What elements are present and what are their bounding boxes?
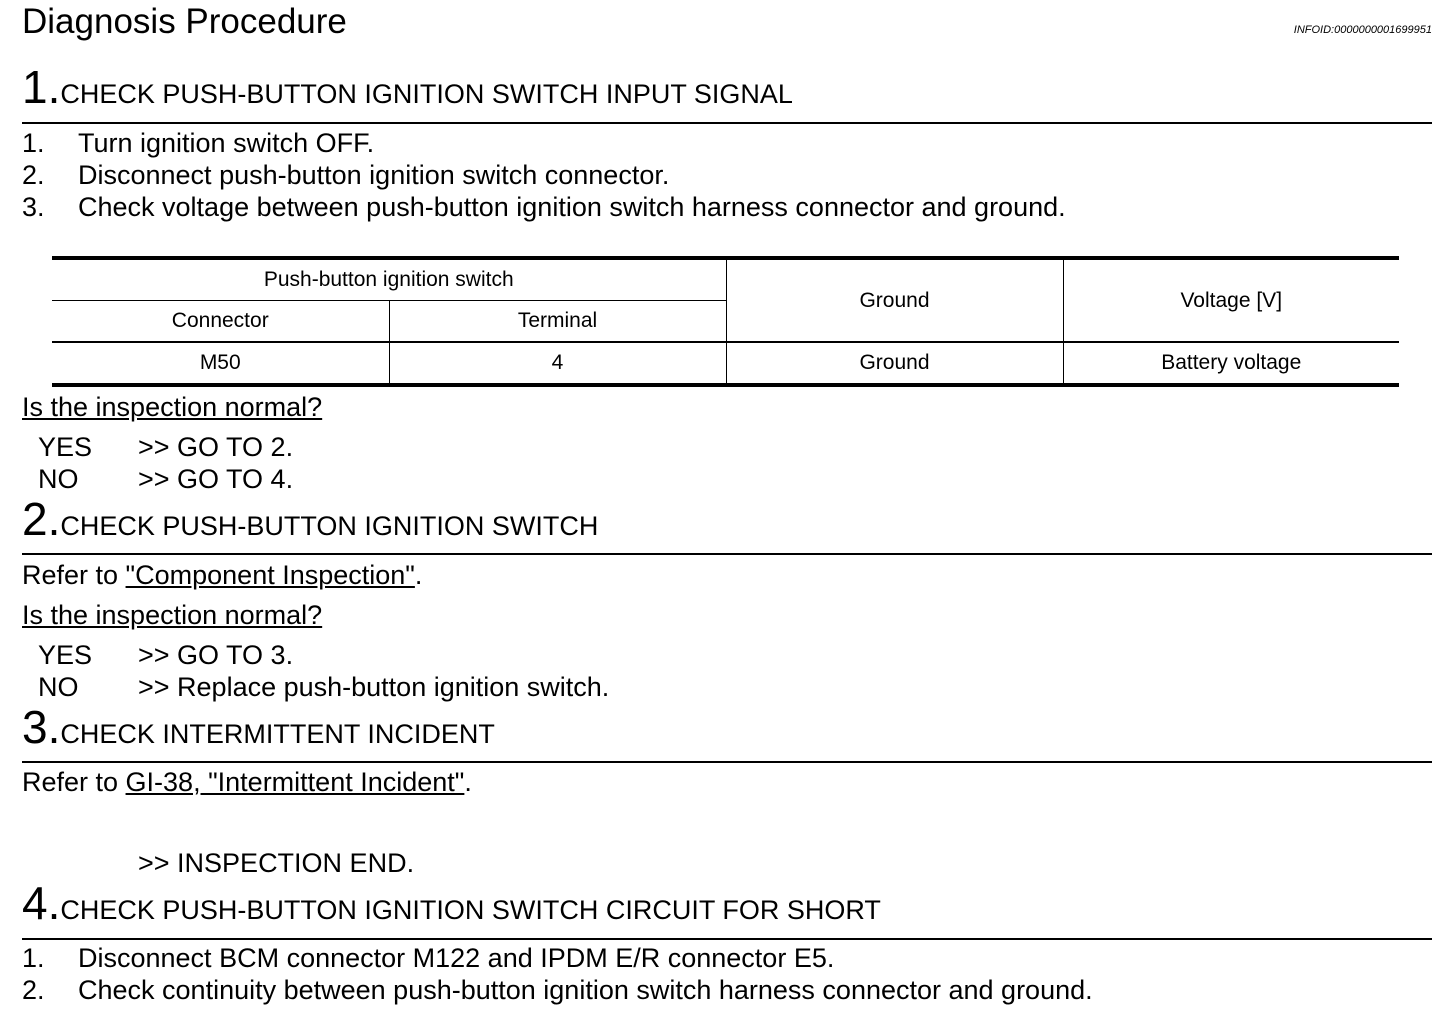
step-1-item-3 (22, 192, 1066, 223)
component-inspection-link[interactable]: "Component Inspection" (125, 560, 415, 590)
refer-suffix: . (414, 560, 423, 590)
step-1-item-2 (22, 160, 669, 191)
table-group-header: Push-button ignition switch (52, 258, 726, 301)
table-cell-voltage: Battery voltage (1063, 342, 1399, 385)
answer-text: >> Replace push-button ignition switch. (138, 672, 610, 702)
list-text: Check continuity between push-button ignition switch harness connector and ground. (78, 975, 1093, 1005)
step-2-question: Is the inspection normal? (22, 600, 323, 630)
answer-key: YES (38, 640, 93, 670)
table-header-voltage: Voltage [V] (1063, 258, 1399, 342)
list-number: 1. (22, 943, 45, 973)
step-1-number: 1. (22, 61, 61, 113)
answer-key: NO (38, 464, 79, 494)
step-3-title: CHECK INTERMITTENT INCIDENT (60, 719, 495, 749)
list-number: 1. (22, 128, 45, 158)
answer-key: NO (38, 672, 79, 702)
list-text: Disconnect push-button ignition switch connector. (78, 160, 670, 190)
list-number: 2. (22, 975, 45, 1005)
step-2-no (38, 672, 609, 703)
step-2-divider (22, 553, 1432, 555)
step-3-header (22, 701, 495, 753)
step-1-header (22, 61, 793, 113)
table-header-terminal: Terminal (389, 301, 726, 343)
step-2-header (22, 493, 599, 545)
step-3-refer (22, 767, 472, 798)
step-2-refer (22, 560, 422, 591)
answer-key: YES (38, 432, 93, 462)
table-cell-ground: Ground (726, 342, 1063, 385)
step-4-title: CHECK PUSH-BUTTON IGNITION SWITCH CIRCUIT FOR SHORT (60, 895, 881, 925)
step-4-header (22, 877, 881, 929)
refer-prefix: Refer to (22, 767, 126, 797)
step-1-yes (38, 432, 293, 463)
table-header-ground: Ground (726, 258, 1063, 342)
table-row (52, 342, 1399, 385)
refer-suffix: . (464, 767, 472, 797)
step-4-item-2 (22, 975, 1093, 1006)
page-title: Diagnosis Procedure (22, 2, 347, 41)
step-1-title: CHECK PUSH-BUTTON IGNITION SWITCH INPUT SIGNAL (60, 79, 793, 109)
step-1-item-1 (22, 128, 374, 159)
list-number: 2. (22, 160, 45, 190)
list-text: Turn ignition switch OFF. (78, 128, 375, 158)
step-3-number: 3. (22, 701, 61, 753)
step-3-end: >> INSPECTION END. (138, 848, 415, 878)
info-id: INFOID:0000000001699951 (1293, 24, 1432, 36)
step-3-divider (22, 761, 1432, 763)
step-4-item-1 (22, 943, 834, 974)
step-1-divider (22, 122, 1432, 124)
table-cell-connector: M50 (52, 342, 389, 385)
step-2-number: 2. (22, 493, 61, 545)
table-header-connector: Connector (52, 301, 389, 343)
list-text: Disconnect BCM connector M122 and IPDM E/R connector E5. (78, 943, 835, 973)
step-2-title: CHECK PUSH-BUTTON IGNITION SWITCH (60, 511, 599, 541)
answer-text: >> GO TO 2. (138, 432, 294, 462)
refer-prefix: Refer to (22, 560, 126, 590)
step-1-no (38, 464, 293, 495)
list-text: Check voltage between push-button ignition switch harness connector and ground. (78, 192, 1066, 222)
answer-text: >> GO TO 4. (138, 464, 294, 494)
step-4-number: 4. (22, 877, 61, 929)
table-cell-terminal: 4 (389, 342, 726, 385)
step-2-yes (38, 640, 293, 671)
intermittent-incident-link[interactable]: GI-38, "Intermittent Incident" (125, 767, 465, 797)
step-1-question: Is the inspection normal? (22, 392, 323, 422)
voltage-spec-table (52, 256, 1399, 387)
step-4-divider (22, 938, 1432, 940)
list-number: 3. (22, 192, 45, 222)
answer-text: >> GO TO 3. (138, 640, 294, 670)
